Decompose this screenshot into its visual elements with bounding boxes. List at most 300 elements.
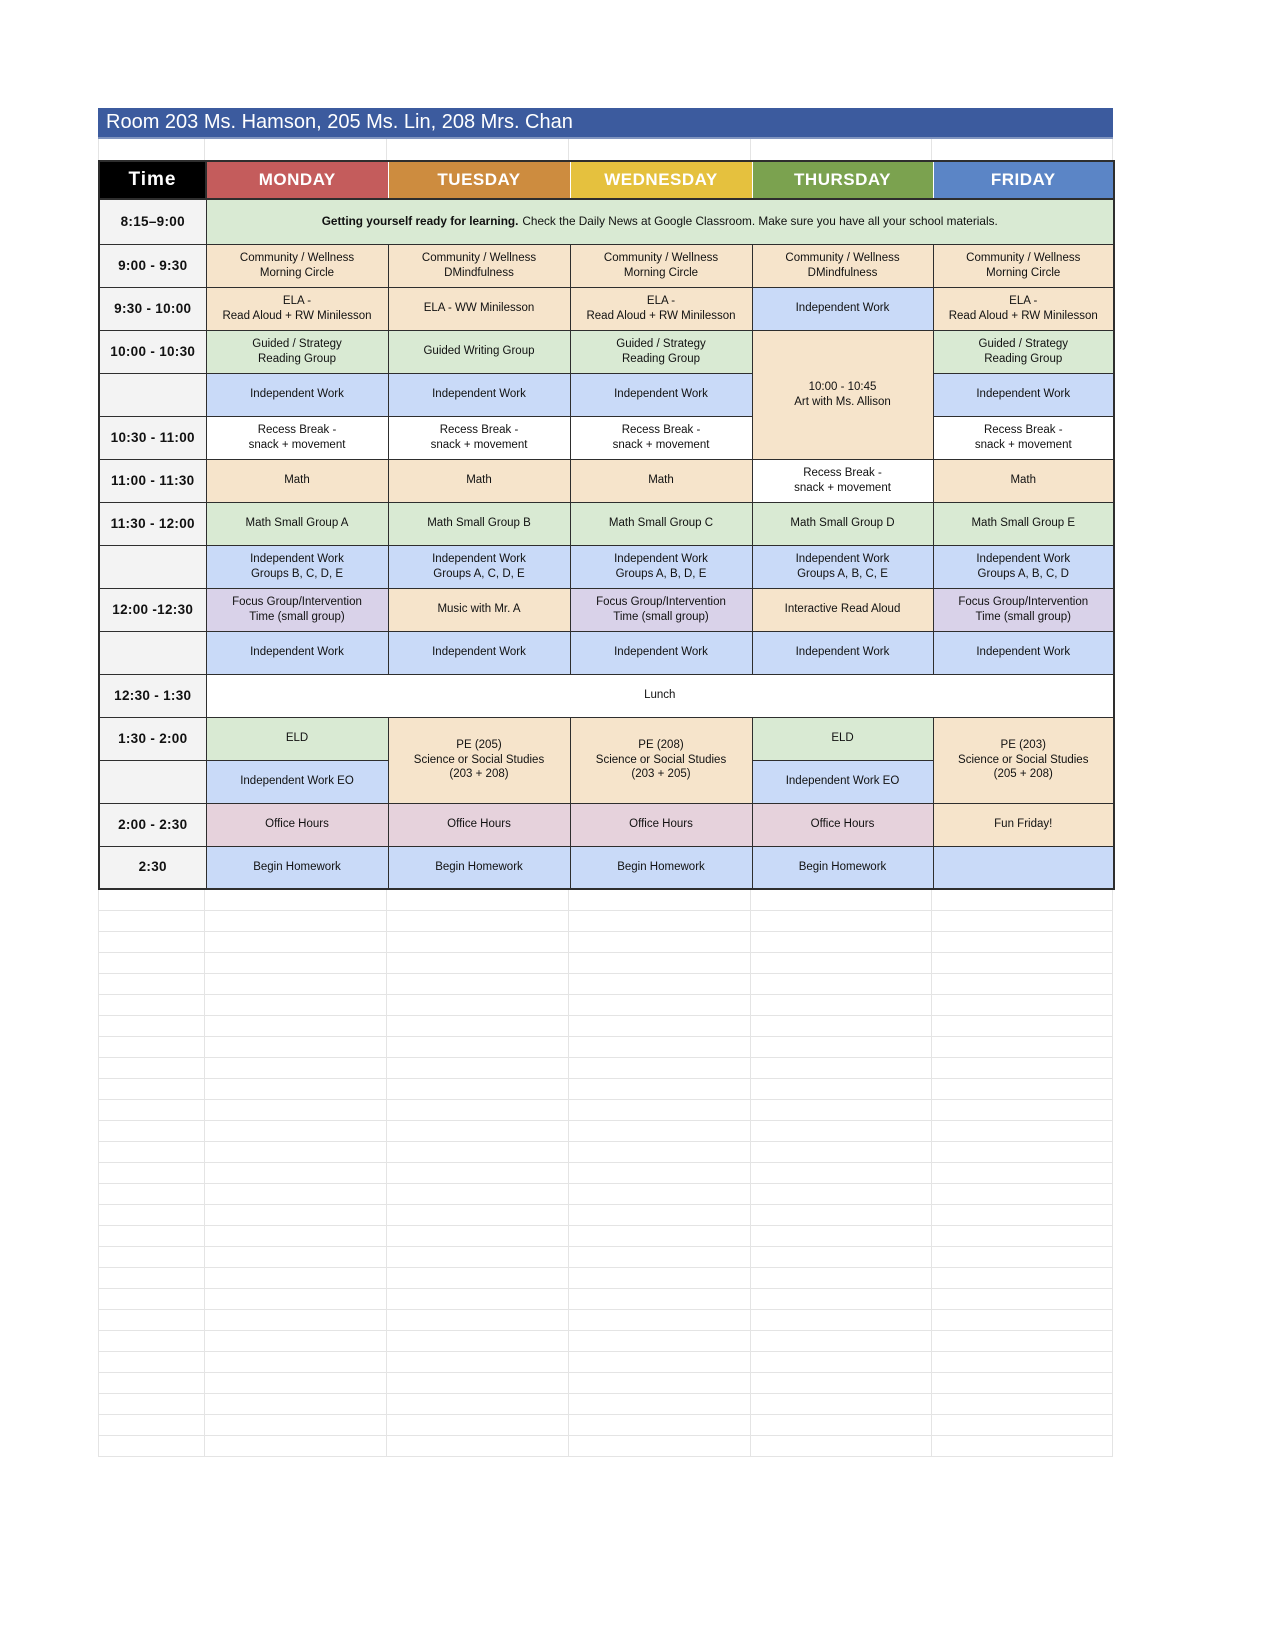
empty-grid-cell xyxy=(751,1268,932,1288)
empty-grid-cell xyxy=(569,1331,751,1351)
cell-text-line: Read Aloud + RW Minilesson xyxy=(948,309,1098,322)
cell-text-line: PE (203) xyxy=(1000,738,1046,751)
empty-grid-cell xyxy=(569,1352,751,1372)
empty-grid-cell xyxy=(205,1184,387,1204)
empty-grid-cell xyxy=(205,1394,387,1414)
schedule-sheet xyxy=(98,108,1113,1457)
empty-grid-cell xyxy=(205,1058,387,1078)
cell-text-line: 10:00 - 10:45 xyxy=(808,380,877,393)
cell-text-line: Recess Break - xyxy=(983,423,1063,436)
cell-text-line: snack + movement xyxy=(430,438,528,451)
empty-grid-cell xyxy=(932,974,1113,994)
cell-text-line: Community / Wellness xyxy=(239,251,355,264)
schedule-cell xyxy=(570,502,752,545)
schedule-cell xyxy=(388,330,570,373)
empty-grid-cell xyxy=(387,1058,569,1078)
schedule-cell xyxy=(206,244,388,287)
schedule-cell xyxy=(570,631,752,674)
schedule-cell xyxy=(570,244,752,287)
cell-text-line: Reading Group xyxy=(258,352,336,365)
empty-grid-row xyxy=(98,1058,1113,1079)
empty-grid-cell xyxy=(751,1121,932,1141)
cell-text-line: Recess Break - xyxy=(621,423,701,436)
empty-grid-cell xyxy=(98,1142,205,1162)
time-label: 9:30 - 10:00 xyxy=(99,287,206,330)
cell-text-line: Begin Homework xyxy=(798,860,887,873)
empty-grid-cell xyxy=(98,1037,205,1057)
empty-grid-cell xyxy=(932,1373,1113,1393)
empty-grid-cell xyxy=(387,1415,569,1435)
cell-text-line: ELD xyxy=(831,732,854,745)
spacer-row xyxy=(98,139,1113,160)
empty-grid-row xyxy=(98,1079,1113,1100)
cell-text-line: Independent Work xyxy=(614,388,708,401)
empty-grid-cell xyxy=(387,890,569,910)
empty-grid-cell xyxy=(205,974,387,994)
empty-grid-cell xyxy=(205,1247,387,1267)
cell-text-line: Independent Work xyxy=(250,646,344,659)
cell-text-line: PE (208) xyxy=(638,738,684,751)
empty-grid-cell xyxy=(569,1373,751,1393)
schedule-cell xyxy=(388,502,570,545)
cell-text-line: Focus Group/Intervention xyxy=(232,595,362,608)
empty-grid-row xyxy=(98,1310,1113,1331)
empty-grid-cell xyxy=(932,932,1113,952)
schedule-cell xyxy=(206,760,388,803)
empty-grid-cell xyxy=(98,1226,205,1246)
empty-grid-cell xyxy=(205,1163,387,1183)
cell-text-line: Independent Work xyxy=(976,388,1071,401)
schedule-cell xyxy=(752,717,933,760)
empty-grid-cell xyxy=(205,1352,387,1372)
empty-grid-cell xyxy=(205,932,387,952)
schedule-row xyxy=(99,373,1114,416)
empty-grid-row xyxy=(98,995,1113,1016)
schedule-cell xyxy=(206,588,388,631)
empty-spreadsheet-grid xyxy=(98,890,1113,1457)
cell-text-line: Math Small Group E xyxy=(971,517,1076,530)
empty-grid-row xyxy=(98,1436,1113,1457)
empty-grid-cell xyxy=(98,1415,205,1435)
empty-grid-row xyxy=(98,1205,1113,1226)
cell-text-line: Math xyxy=(648,474,674,487)
empty-grid-cell xyxy=(205,1016,387,1036)
time-label xyxy=(99,760,206,803)
cell-text-line: Read Aloud + RW Minilesson xyxy=(586,309,736,322)
cell-text-line: Independent Work xyxy=(614,646,708,659)
cell-text-line: Guided / Strategy xyxy=(978,337,1068,350)
empty-grid-cell xyxy=(932,953,1113,973)
empty-grid-cell xyxy=(387,1163,569,1183)
empty-grid-cell xyxy=(387,1079,569,1099)
schedule-cell xyxy=(206,502,388,545)
empty-grid-cell xyxy=(98,1268,205,1288)
empty-grid-cell xyxy=(569,1268,751,1288)
cell-text-line: Guided Writing Group xyxy=(423,345,535,358)
empty-grid-cell xyxy=(98,1394,205,1414)
schedule-cell xyxy=(752,803,933,846)
empty-grid-cell xyxy=(932,995,1113,1015)
empty-grid-cell xyxy=(98,1058,205,1078)
schedule-row xyxy=(99,803,1114,846)
empty-grid-cell xyxy=(751,1352,932,1372)
cell-text-line: Begin Homework xyxy=(435,860,523,873)
schedule-row xyxy=(99,199,1114,244)
empty-grid-cell xyxy=(98,974,205,994)
schedule-cell xyxy=(933,244,1114,287)
cell-text-line: Science or Social Studies xyxy=(958,753,1089,766)
cell-text-line: Independent Work xyxy=(976,552,1071,565)
cell-text-line: Independent Work EO xyxy=(785,775,900,788)
time-label: 10:30 - 11:00 xyxy=(99,416,206,459)
cell-text-line: Independent Work xyxy=(432,646,526,659)
banner-regular-text: Check the Daily News at Google Classroom. Make sure you have all your school materials. xyxy=(522,214,998,229)
schedule-row xyxy=(99,588,1114,631)
column-header-wednesday: WEDNESDAY xyxy=(570,161,752,199)
empty-grid-row xyxy=(98,1394,1113,1415)
cell-text-line: Independent Work xyxy=(250,388,344,401)
empty-grid-cell xyxy=(751,1184,932,1204)
schedule-cell xyxy=(206,631,388,674)
schedule-cell xyxy=(933,459,1114,502)
time-label xyxy=(99,373,206,416)
empty-grid-cell xyxy=(932,1436,1113,1456)
empty-grid-cell xyxy=(387,1142,569,1162)
cell-text-line: Science or Social Studies xyxy=(413,753,545,766)
schedule-cell xyxy=(752,631,933,674)
column-header-friday: FRIDAY xyxy=(933,161,1114,199)
schedule-cell xyxy=(206,459,388,502)
cell-text-line: Morning Circle xyxy=(623,266,699,279)
schedule-cell xyxy=(933,846,1114,889)
cell-text-line: Office Hours xyxy=(447,818,511,831)
banner-cell xyxy=(206,199,1114,244)
cell-text-line: Independent Work xyxy=(795,302,890,315)
schedule-cell xyxy=(570,545,752,588)
cell-text-line: Math xyxy=(466,474,492,487)
title-bar xyxy=(98,108,1113,139)
empty-grid-row xyxy=(98,1352,1113,1373)
empty-grid-cell xyxy=(205,890,387,910)
empty-grid-cell xyxy=(98,1016,205,1036)
empty-grid-cell xyxy=(205,1121,387,1141)
schedule-cell xyxy=(388,717,570,803)
schedule-cell xyxy=(570,373,752,416)
empty-grid-cell xyxy=(932,1037,1113,1057)
empty-grid-cell xyxy=(98,953,205,973)
empty-grid-cell xyxy=(569,1121,751,1141)
schedule-row xyxy=(99,502,1114,545)
schedule-row xyxy=(99,416,1114,459)
cell-text-line: Focus Group/Intervention xyxy=(596,595,726,608)
time-label: 2:30 xyxy=(99,846,206,889)
cell-text-line: Independent Work xyxy=(795,646,890,659)
empty-grid-cell xyxy=(932,890,1113,910)
cell-text-line: Begin Homework xyxy=(253,860,341,873)
cell-text-line: Community / Wellness xyxy=(966,251,1081,264)
schedule-row xyxy=(99,674,1114,717)
cell-text-line: Independent Work xyxy=(250,552,344,565)
cell-text-line: Time (small group) xyxy=(613,610,709,623)
schedule-cell xyxy=(933,373,1114,416)
empty-grid-cell xyxy=(569,1415,751,1435)
schedule-cell xyxy=(206,717,388,760)
empty-grid-cell xyxy=(569,1016,751,1036)
spacer-cell xyxy=(751,139,932,160)
empty-grid-cell xyxy=(751,1100,932,1120)
empty-grid-cell xyxy=(387,1184,569,1204)
empty-grid-row xyxy=(98,1226,1113,1247)
empty-grid-cell xyxy=(387,1247,569,1267)
cell-text-line: Independent Work xyxy=(432,552,526,565)
spacer-cell xyxy=(205,139,387,160)
empty-grid-cell xyxy=(932,1331,1113,1351)
cell-text-line: ELA - xyxy=(1009,294,1038,307)
cell-text-line: Math xyxy=(1010,474,1037,487)
empty-grid-cell xyxy=(932,1205,1113,1225)
empty-grid-cell xyxy=(751,974,932,994)
empty-grid-cell xyxy=(569,1310,751,1330)
cell-text-line: Guided / Strategy xyxy=(252,337,342,350)
empty-grid-cell xyxy=(569,1226,751,1246)
empty-grid-cell xyxy=(751,1394,932,1414)
empty-grid-cell xyxy=(569,1289,751,1309)
time-label: 2:00 - 2:30 xyxy=(99,803,206,846)
cell-text-line: ELA - WW Minilesson xyxy=(423,302,535,315)
empty-grid-row xyxy=(98,911,1113,932)
empty-grid-cell xyxy=(932,1289,1113,1309)
time-label: 8:15–9:00 xyxy=(99,199,206,244)
empty-grid-cell xyxy=(205,953,387,973)
schedule-cell xyxy=(933,330,1114,373)
schedule-row xyxy=(99,459,1114,502)
schedule-cell xyxy=(388,459,570,502)
cell-text-line: Reading Group xyxy=(622,352,700,365)
schedule-cell xyxy=(388,846,570,889)
empty-grid-cell xyxy=(387,1100,569,1120)
empty-grid-cell xyxy=(387,953,569,973)
empty-grid-cell xyxy=(205,911,387,931)
empty-grid-cell xyxy=(751,890,932,910)
empty-grid-row xyxy=(98,1016,1113,1037)
empty-grid-cell xyxy=(205,1142,387,1162)
empty-grid-row xyxy=(98,1247,1113,1268)
empty-grid-cell xyxy=(751,1415,932,1435)
empty-grid-cell xyxy=(932,1079,1113,1099)
cell-text-line: Math Small Group A xyxy=(245,517,349,530)
empty-grid-cell xyxy=(569,890,751,910)
schedule-cell xyxy=(206,545,388,588)
empty-grid-cell xyxy=(387,1289,569,1309)
schedule-cell xyxy=(752,502,933,545)
cell-text-line: Office Hours xyxy=(629,818,693,831)
empty-grid-cell xyxy=(387,1331,569,1351)
schedule-cell xyxy=(388,545,570,588)
column-header-tuesday: TUESDAY xyxy=(388,161,570,199)
schedule-cell xyxy=(752,459,933,502)
schedule-cell xyxy=(752,244,933,287)
empty-grid-row xyxy=(98,932,1113,953)
schedule-row xyxy=(99,846,1114,889)
empty-grid-cell xyxy=(569,1163,751,1183)
day-header-row xyxy=(99,161,1114,199)
empty-grid-cell xyxy=(569,1100,751,1120)
cell-text-line: Morning Circle xyxy=(986,266,1061,279)
column-header-time: Time xyxy=(99,161,206,199)
cell-text-line: Groups A, C, D, E xyxy=(433,567,525,580)
cell-text-line: Groups B, C, D, E xyxy=(250,567,344,580)
time-label: 12:30 - 1:30 xyxy=(99,674,206,717)
empty-grid-cell xyxy=(205,1289,387,1309)
schedule-cell xyxy=(206,330,388,373)
empty-grid-cell xyxy=(98,1331,205,1351)
schedule-cell xyxy=(752,588,933,631)
cell-text-line: Lunch xyxy=(644,689,676,702)
schedule-row xyxy=(99,287,1114,330)
empty-grid-cell xyxy=(932,1310,1113,1330)
time-label: 10:00 - 10:30 xyxy=(99,330,206,373)
cell-text-line: Groups A, B, C, D xyxy=(977,567,1069,580)
empty-grid-cell xyxy=(932,1415,1113,1435)
schedule-cell xyxy=(206,846,388,889)
cell-text-line: ELA - xyxy=(646,294,676,307)
empty-grid-cell xyxy=(932,1226,1113,1246)
empty-grid-cell xyxy=(98,1373,205,1393)
empty-grid-cell xyxy=(569,1394,751,1414)
empty-grid-cell xyxy=(387,1037,569,1057)
spacer-cell xyxy=(932,139,1113,160)
empty-grid-cell xyxy=(932,1058,1113,1078)
empty-grid-cell xyxy=(387,932,569,952)
empty-grid-cell xyxy=(751,1289,932,1309)
schedule-cell xyxy=(206,803,388,846)
cell-text-line: Art with Ms. Allison xyxy=(794,395,891,408)
cell-text-line: Focus Group/Intervention xyxy=(958,595,1089,608)
empty-grid-cell xyxy=(569,953,751,973)
empty-grid-cell xyxy=(205,1415,387,1435)
empty-grid-cell xyxy=(932,1121,1113,1141)
empty-grid-cell xyxy=(205,1205,387,1225)
cell-text-line: Recess Break - xyxy=(439,423,519,436)
empty-grid-cell xyxy=(387,1226,569,1246)
schedule-cell xyxy=(933,287,1114,330)
schedule-cell xyxy=(570,416,752,459)
empty-grid-cell xyxy=(751,932,932,952)
empty-grid-cell xyxy=(205,1100,387,1120)
empty-grid-cell xyxy=(205,995,387,1015)
empty-grid-row xyxy=(98,1163,1113,1184)
cell-text-line: Office Hours xyxy=(265,818,329,831)
cell-text-line: Reading Group xyxy=(984,352,1063,365)
cell-text-line: ELA - xyxy=(282,294,312,307)
schedule-row xyxy=(99,244,1114,287)
cell-text-line: DMindfulness xyxy=(444,266,514,279)
spacer-cell xyxy=(569,139,751,160)
empty-grid-cell xyxy=(751,1226,932,1246)
schedule-cell xyxy=(570,459,752,502)
empty-grid-cell xyxy=(751,1079,932,1099)
banner-bold-text: Getting yourself ready for learning. xyxy=(321,214,519,229)
schedule-cell xyxy=(388,287,570,330)
empty-grid-row xyxy=(98,1142,1113,1163)
empty-grid-cell xyxy=(98,1205,205,1225)
empty-grid-cell xyxy=(569,1184,751,1204)
cell-text-line: Interactive Read Aloud xyxy=(784,603,901,616)
schedule-cell xyxy=(388,373,570,416)
empty-grid-cell xyxy=(98,1184,205,1204)
cell-text-line: PE (205) xyxy=(456,738,502,751)
cell-text-line: Music with Mr. A xyxy=(437,603,521,616)
cell-text-line: Begin Homework xyxy=(617,860,705,873)
empty-grid-cell xyxy=(569,932,751,952)
schedule-cell xyxy=(206,674,1114,717)
schedule-cell xyxy=(570,588,752,631)
empty-grid-cell xyxy=(751,911,932,931)
empty-grid-cell xyxy=(387,1016,569,1036)
schedule-cell xyxy=(933,588,1114,631)
cell-text-line: Time (small group) xyxy=(249,610,345,623)
empty-grid-row xyxy=(98,1037,1113,1058)
empty-grid-cell xyxy=(932,1352,1113,1372)
schedule-cell xyxy=(570,717,752,803)
empty-grid-row xyxy=(98,953,1113,974)
cell-text-line: Independent Work xyxy=(614,552,708,565)
empty-grid-row xyxy=(98,1100,1113,1121)
empty-grid-cell xyxy=(387,995,569,1015)
cell-text-line: snack + movement xyxy=(612,438,710,451)
cell-text-line: Math Small Group B xyxy=(427,517,531,530)
cell-text-line: Groups A, B, D, E xyxy=(615,567,707,580)
empty-grid-cell xyxy=(932,911,1113,931)
empty-grid-cell xyxy=(751,953,932,973)
cell-text-line: ELD xyxy=(285,732,309,745)
cell-text-line: Time (small group) xyxy=(975,610,1071,623)
schedule-cell xyxy=(933,717,1114,803)
empty-grid-cell xyxy=(569,911,751,931)
schedule-cell xyxy=(206,287,388,330)
empty-grid-cell xyxy=(205,1331,387,1351)
schedule-cell xyxy=(752,760,933,803)
empty-grid-cell xyxy=(569,1079,751,1099)
empty-grid-row xyxy=(98,1331,1113,1352)
empty-grid-cell xyxy=(98,1310,205,1330)
empty-grid-cell xyxy=(569,974,751,994)
cell-text-line: Independent Work xyxy=(432,388,526,401)
cell-text-line: (205 + 208) xyxy=(993,768,1053,781)
cell-text-line: Recess Break - xyxy=(257,423,337,436)
empty-grid-row xyxy=(98,1415,1113,1436)
column-header-monday: MONDAY xyxy=(206,161,388,199)
schedule-table xyxy=(98,160,1115,890)
empty-grid-cell xyxy=(751,1436,932,1456)
cell-text-line: Independent Work EO xyxy=(240,775,354,788)
empty-grid-cell xyxy=(932,1142,1113,1162)
empty-grid-cell xyxy=(569,1247,751,1267)
empty-grid-row xyxy=(98,1373,1113,1394)
time-label: 12:00 -12:30 xyxy=(99,588,206,631)
schedule-row xyxy=(99,631,1114,674)
schedule-row xyxy=(99,717,1114,760)
column-header-thursday: THURSDAY xyxy=(752,161,933,199)
empty-grid-cell xyxy=(205,1310,387,1330)
empty-grid-row xyxy=(98,1184,1113,1205)
time-label xyxy=(99,545,206,588)
empty-grid-cell xyxy=(569,1436,751,1456)
cell-text-line: (203 + 208) xyxy=(449,768,509,781)
empty-grid-cell xyxy=(387,1352,569,1372)
cell-text-line: Math Small Group C xyxy=(608,517,714,530)
empty-grid-cell xyxy=(751,1037,932,1057)
